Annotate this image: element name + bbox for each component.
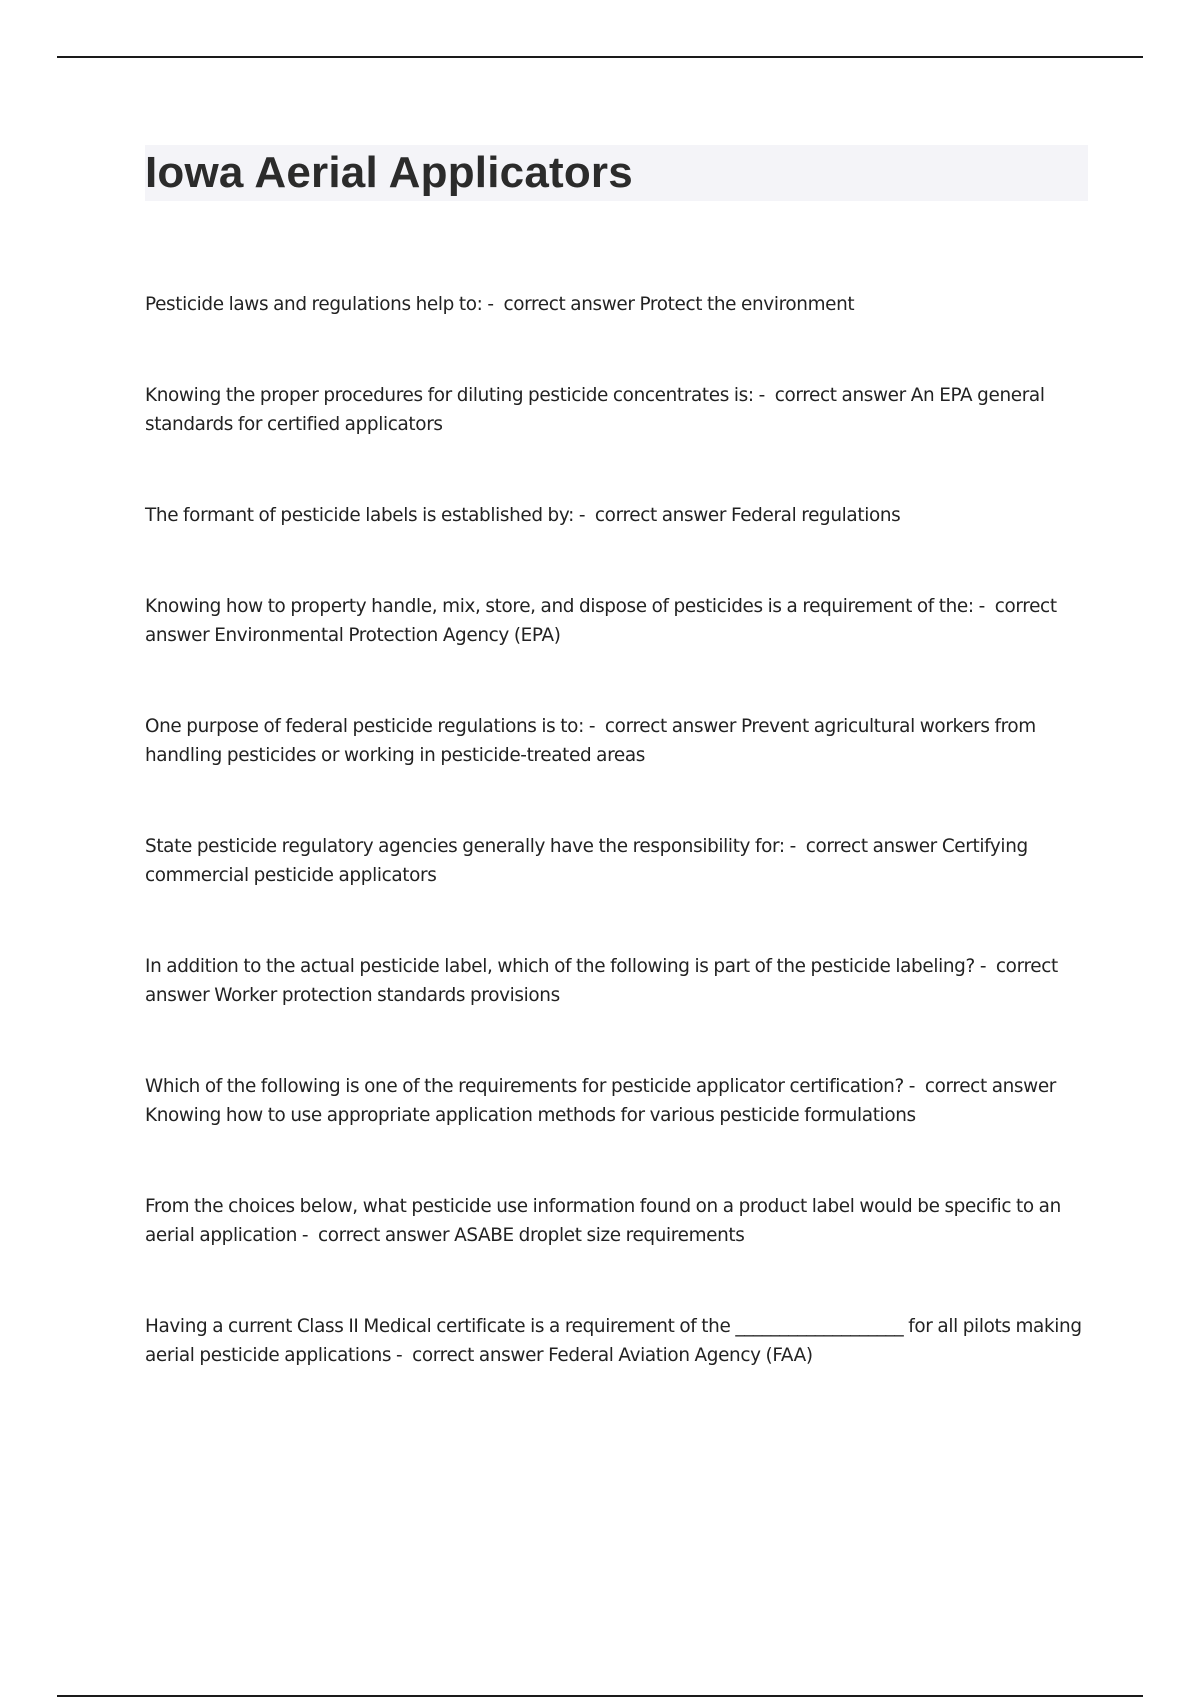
qa-item-7 (145, 952, 1095, 1010)
answer-prefix: correct answer (774, 385, 906, 406)
answer-prefix: correct answer (805, 836, 937, 857)
answer-prefix: correct answer (604, 716, 737, 737)
question-text: One purpose of federal pesticide regulations is to: (145, 716, 584, 737)
answer-text: Worker protection standards provisions (214, 985, 560, 1006)
answer-prefix: correct answer (318, 1225, 450, 1246)
answer-prefix: correct answer (594, 505, 727, 526)
answer-text: Certifying commercial pesticide applicators (145, 836, 1028, 886)
answer-prefix: correct answer (145, 956, 1058, 1006)
separator: - (573, 505, 595, 526)
separator: - (297, 1225, 319, 1246)
separator: - (973, 596, 995, 617)
separator: - (583, 716, 605, 737)
top-rule (57, 56, 1143, 58)
question-text: Having a current Class II Medical certificate is a requirement of the ___________________ for all pilots making aerial pesticide applications (145, 1316, 1082, 1366)
qa-item-9 (145, 1192, 1095, 1250)
answer-text: ASABE droplet size requirements (454, 1225, 745, 1246)
answer-text: Knowing how to use appropriate application methods for various pesticide formulations (145, 1105, 916, 1126)
separator: - (482, 294, 504, 315)
answer-text: Prevent agricultural workers from handling pesticides or working in pesticide-treated areas (145, 716, 1036, 766)
qa-item-5 (145, 712, 1095, 770)
question-text: Knowing how to property handle, mix, store, and dispose of pesticides is a requirement of the: (145, 596, 974, 617)
separator: - (753, 385, 775, 406)
qa-item-6 (145, 832, 1095, 890)
qa-item-3 (145, 501, 1095, 530)
separator: - (784, 836, 806, 857)
qa-item-1 (145, 290, 1095, 319)
answer-text: Federal regulations (731, 505, 901, 526)
answer-prefix: correct answer (503, 294, 635, 315)
qa-item-4 (145, 592, 1095, 650)
answer-prefix: correct answer (412, 1345, 544, 1366)
question-text: Which of the following is one of the requirements for pesticide applicator certification? (145, 1076, 904, 1097)
separator: - (391, 1345, 413, 1366)
question-text: Pesticide laws and regulations help to: (145, 294, 483, 315)
document-title: Iowa Aerial Applicators (145, 148, 633, 197)
question-text: The formant of pesticide labels is established by: (145, 505, 574, 526)
question-text: Knowing the proper procedures for diluting pesticide concentrates is: (145, 385, 754, 406)
qa-item-2 (145, 381, 1095, 439)
qa-item-8 (145, 1072, 1095, 1130)
separator: - (903, 1076, 925, 1097)
answer-text: Protect the environment (639, 294, 855, 315)
question-text: From the choices below, what pesticide use information found on a product label would be specific to an aerial application (145, 1196, 1061, 1246)
answer-prefix: correct answer (145, 596, 1057, 646)
answer-text: Federal Aviation Agency (FAA) (548, 1345, 813, 1366)
question-text: State pesticide regulatory agencies generally have the responsibility for: (145, 836, 785, 857)
bottom-rule (57, 1695, 1143, 1697)
answer-text: Environmental Protection Agency (EPA) (214, 625, 561, 646)
separator: - (974, 956, 996, 977)
qa-list (145, 290, 1095, 1370)
question-text: In addition to the actual pesticide label, which of the following is part of the pesticide labeling? (145, 956, 975, 977)
answer-prefix: correct answer (924, 1076, 1057, 1097)
qa-item-10 (145, 1312, 1095, 1370)
answer-text: An EPA general standards for certified applicators (145, 385, 1045, 435)
